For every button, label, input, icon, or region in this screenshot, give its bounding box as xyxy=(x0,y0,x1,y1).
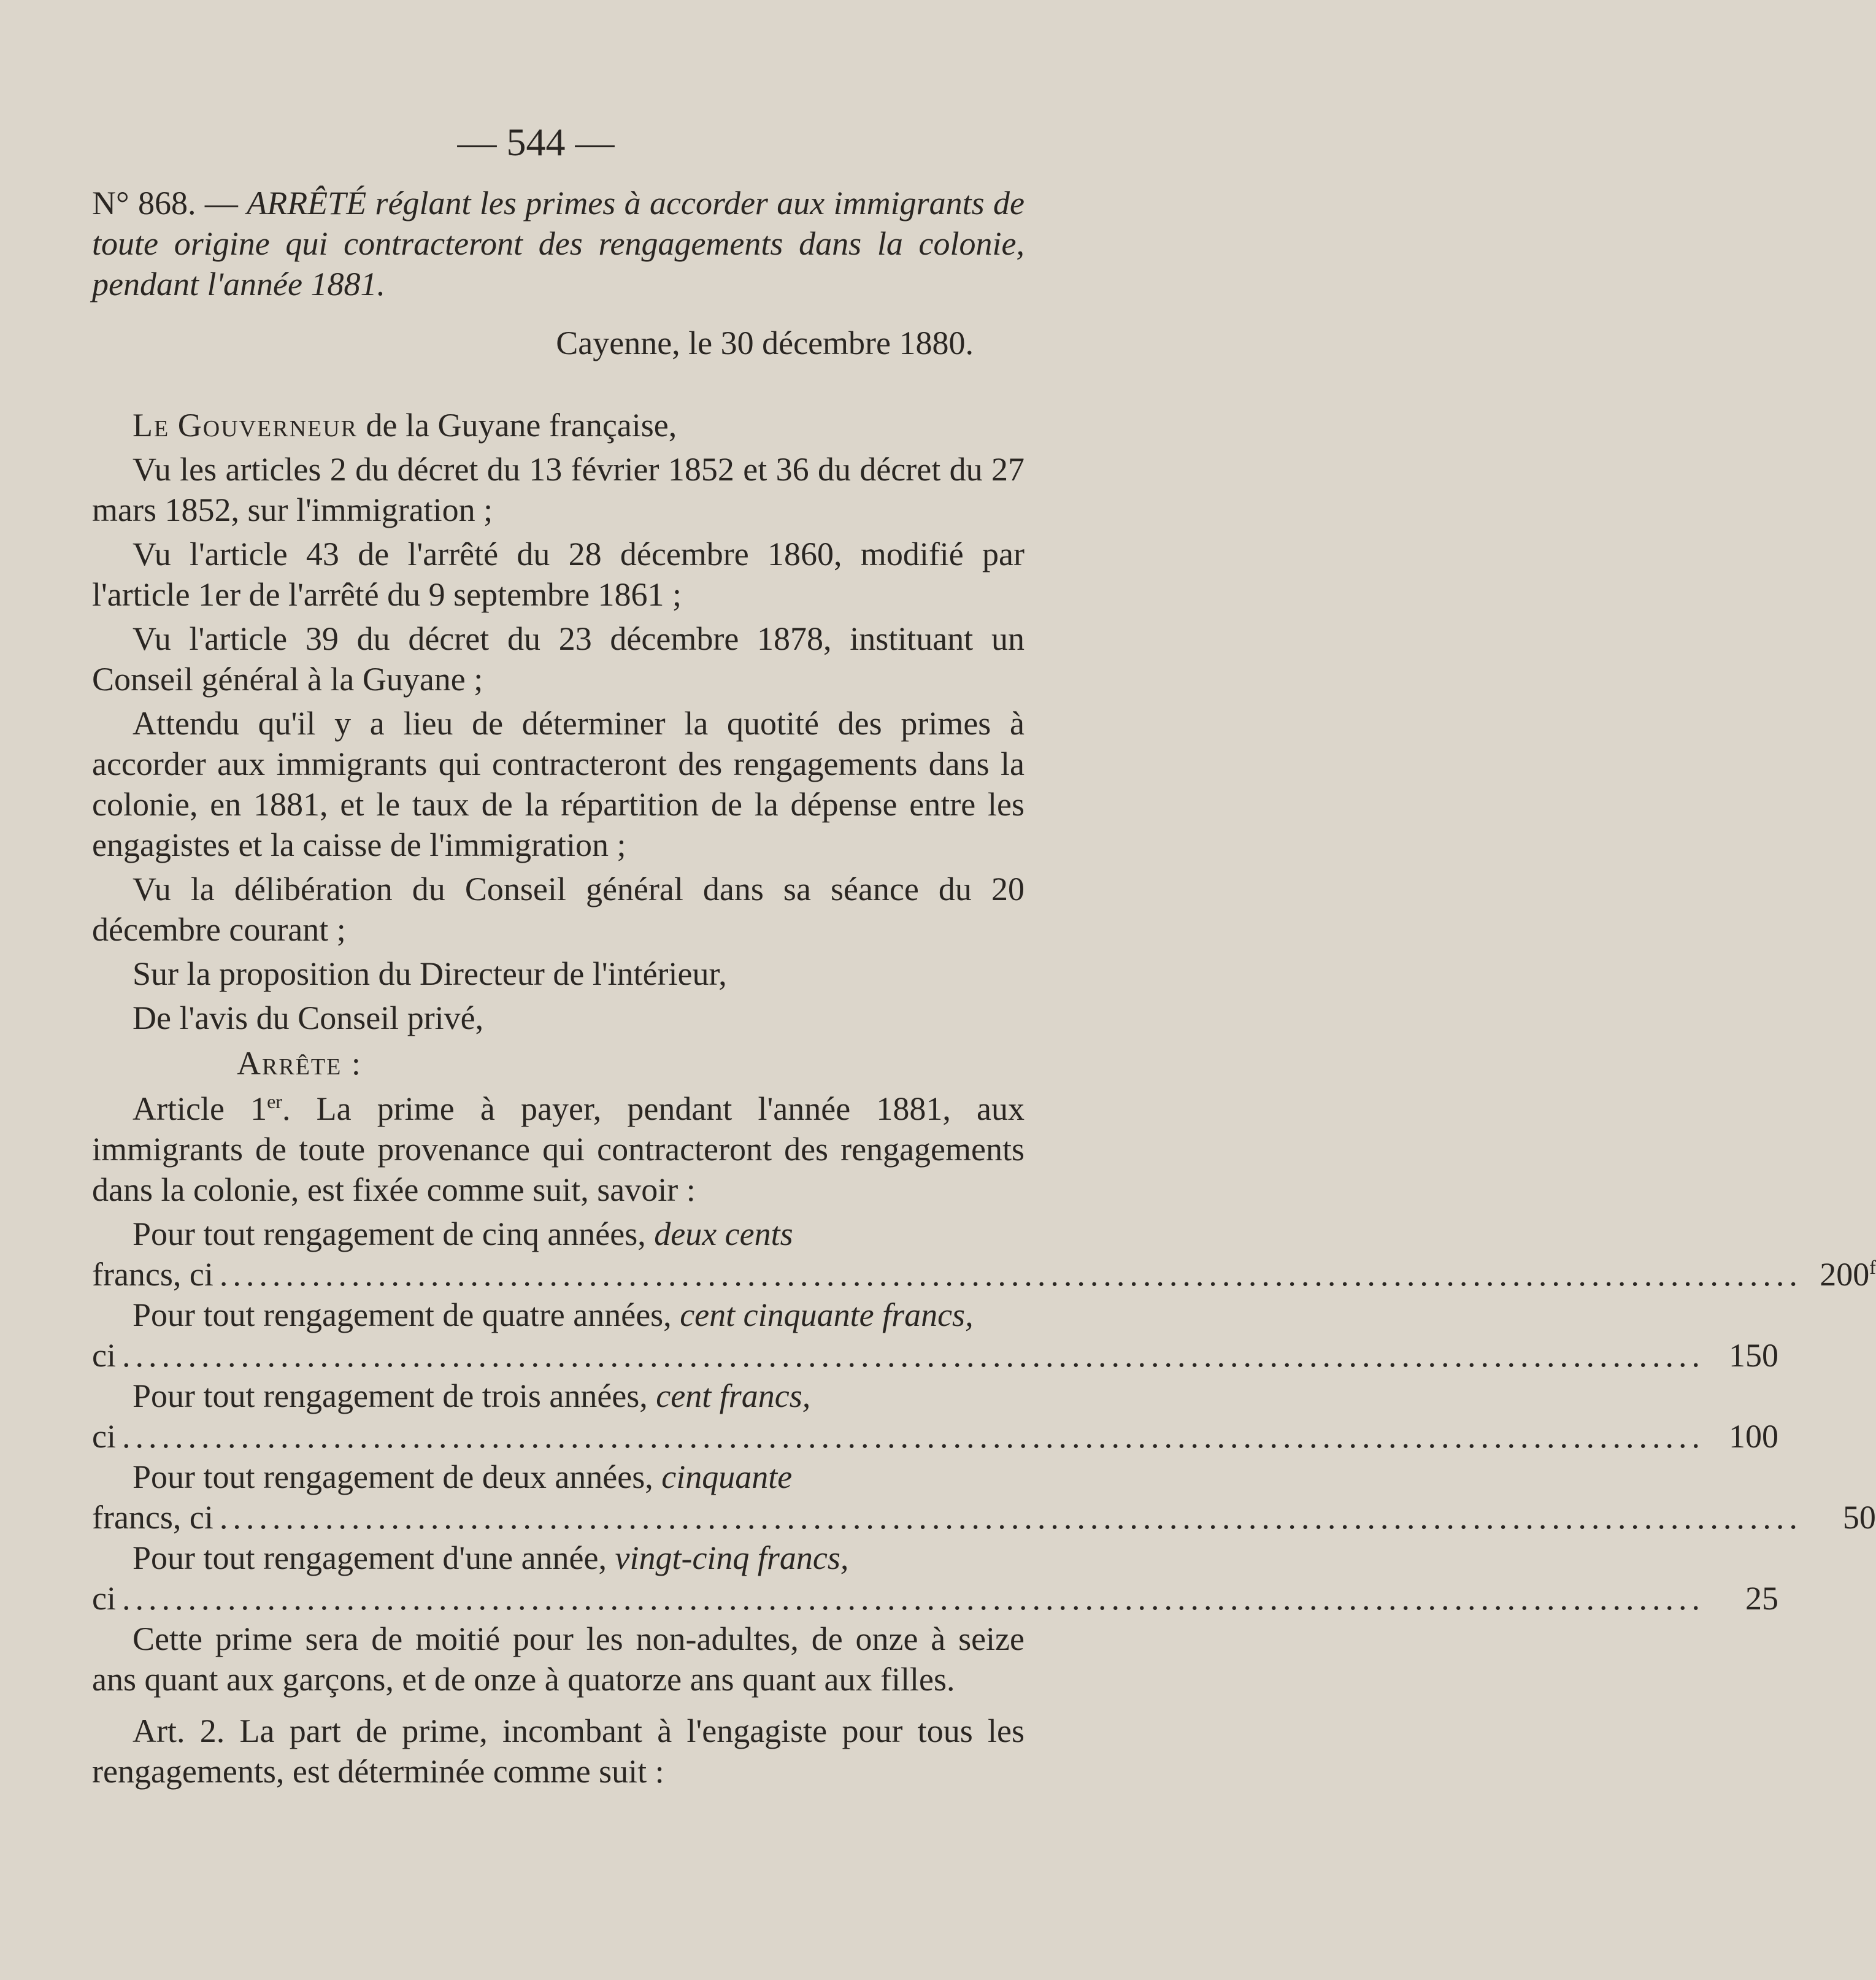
prime-list xyxy=(92,1214,1876,1619)
consideration: Vu l'article 39 du décret du 23 décembre 1878, instituant un Conseil général à la Guyane ; xyxy=(92,620,1024,698)
prime-amount-line: ci ........................................................................................................................ 100 xyxy=(92,1416,1024,1457)
article-2: Art. 2. La part de prime, incombant à l'engagiste pour tous les rengagements, est déterminée comme suit : xyxy=(92,1712,1024,1790)
consideration: Vu l'article 43 de l'arrêté du 28 décembre 1860, modifié par l'article 1er de l'arrêté du 9 septembre 1861 ; xyxy=(92,536,1024,613)
prime-text: Pour tout rengagement de cinq années, deux cents xyxy=(133,1215,793,1252)
prime-amount: 200$^f$ xyxy=(1820,1256,1876,1293)
consideration: Attendu qu'il y a lieu de déterminer la quotité des primes à accorder aux immigrants qui contracteront des rengagements dans la colonie, en 1881, et le taux de la répartition de la dépense entre les engagistes et la caisse de l'immigration ; xyxy=(92,705,1024,863)
consideration: Vu la délibération du Conseil général dans sa séance du 20 décembre courant ; xyxy=(92,871,1024,948)
decree-body xyxy=(92,405,1876,1795)
prime-item xyxy=(92,1457,1876,1538)
non-adults-clause: Cette prime sera de moitié pour les non-adultes, de onze à seize ans quant aux garçons, et de onze à quatorze ans quant aux filles. xyxy=(92,1620,1024,1698)
prime-item xyxy=(92,1538,1778,1619)
page-number: — 544 — xyxy=(457,120,615,164)
prime-amount: 25 xyxy=(1745,1580,1778,1617)
prime-amount-line: ci ........................................................................................................................ 150 xyxy=(92,1335,1024,1376)
prime-text: Pour tout rengagement de deux années, cinquante xyxy=(133,1458,793,1495)
decree-number: N° 868. — xyxy=(92,185,238,221)
prime-item xyxy=(92,1295,1778,1376)
prime-amount-line: francs, ci ........................................................................................................................ 200$^f$ xyxy=(92,1254,1024,1295)
prime-text: Pour tout rengagement de quatre années, cent cinquante francs, xyxy=(133,1296,974,1333)
article-1: Article 1er. La prime à payer, pendant l'année 1881, aux immigrants de toute provenance qui contracteront des rengagements dans la colonie, est fixée comme suit, savoir : xyxy=(92,1090,1024,1208)
consideration: De l'avis du Conseil privé, xyxy=(133,1000,484,1036)
place-date: Cayenne, le 30 décembre 1880. xyxy=(556,325,974,361)
prime-text: Pour tout rengagement de trois années, cent francs, xyxy=(133,1377,811,1414)
consideration: Vu les articles 2 du décret du 13 février 1852 et 36 du décret du 27 mars 1852, sur l'immigration ; xyxy=(92,451,1024,528)
decree-title xyxy=(92,183,1024,304)
prime-amount: 150 xyxy=(1728,1337,1778,1374)
prime-amount: 100 xyxy=(1728,1418,1778,1455)
prime-amount: 50 xyxy=(1842,1499,1876,1536)
prime-text: Pour tout rengagement d'une année, vingt-cinq francs, xyxy=(133,1539,849,1576)
opening: Le Gouverneur de la Guyane française, xyxy=(133,407,677,444)
prime-amount-line: francs, ci ........................................................................................................................ 50 xyxy=(92,1497,1024,1538)
prime-item xyxy=(92,1214,1876,1295)
decree-heading: ARRÊTÉ réglant les primes à accorder aux immigrants de toute origine qui contracteront des rengagements dans la colonie, pendant l'année 1881. xyxy=(92,185,1025,302)
prime-amount-line: ci ........................................................................................................................ 25 xyxy=(92,1578,1024,1619)
arrete-heading: Arrête : xyxy=(237,1045,362,1082)
prime-item xyxy=(92,1376,1778,1457)
consideration: Sur la proposition du Directeur de l'intérieur, xyxy=(133,955,727,992)
